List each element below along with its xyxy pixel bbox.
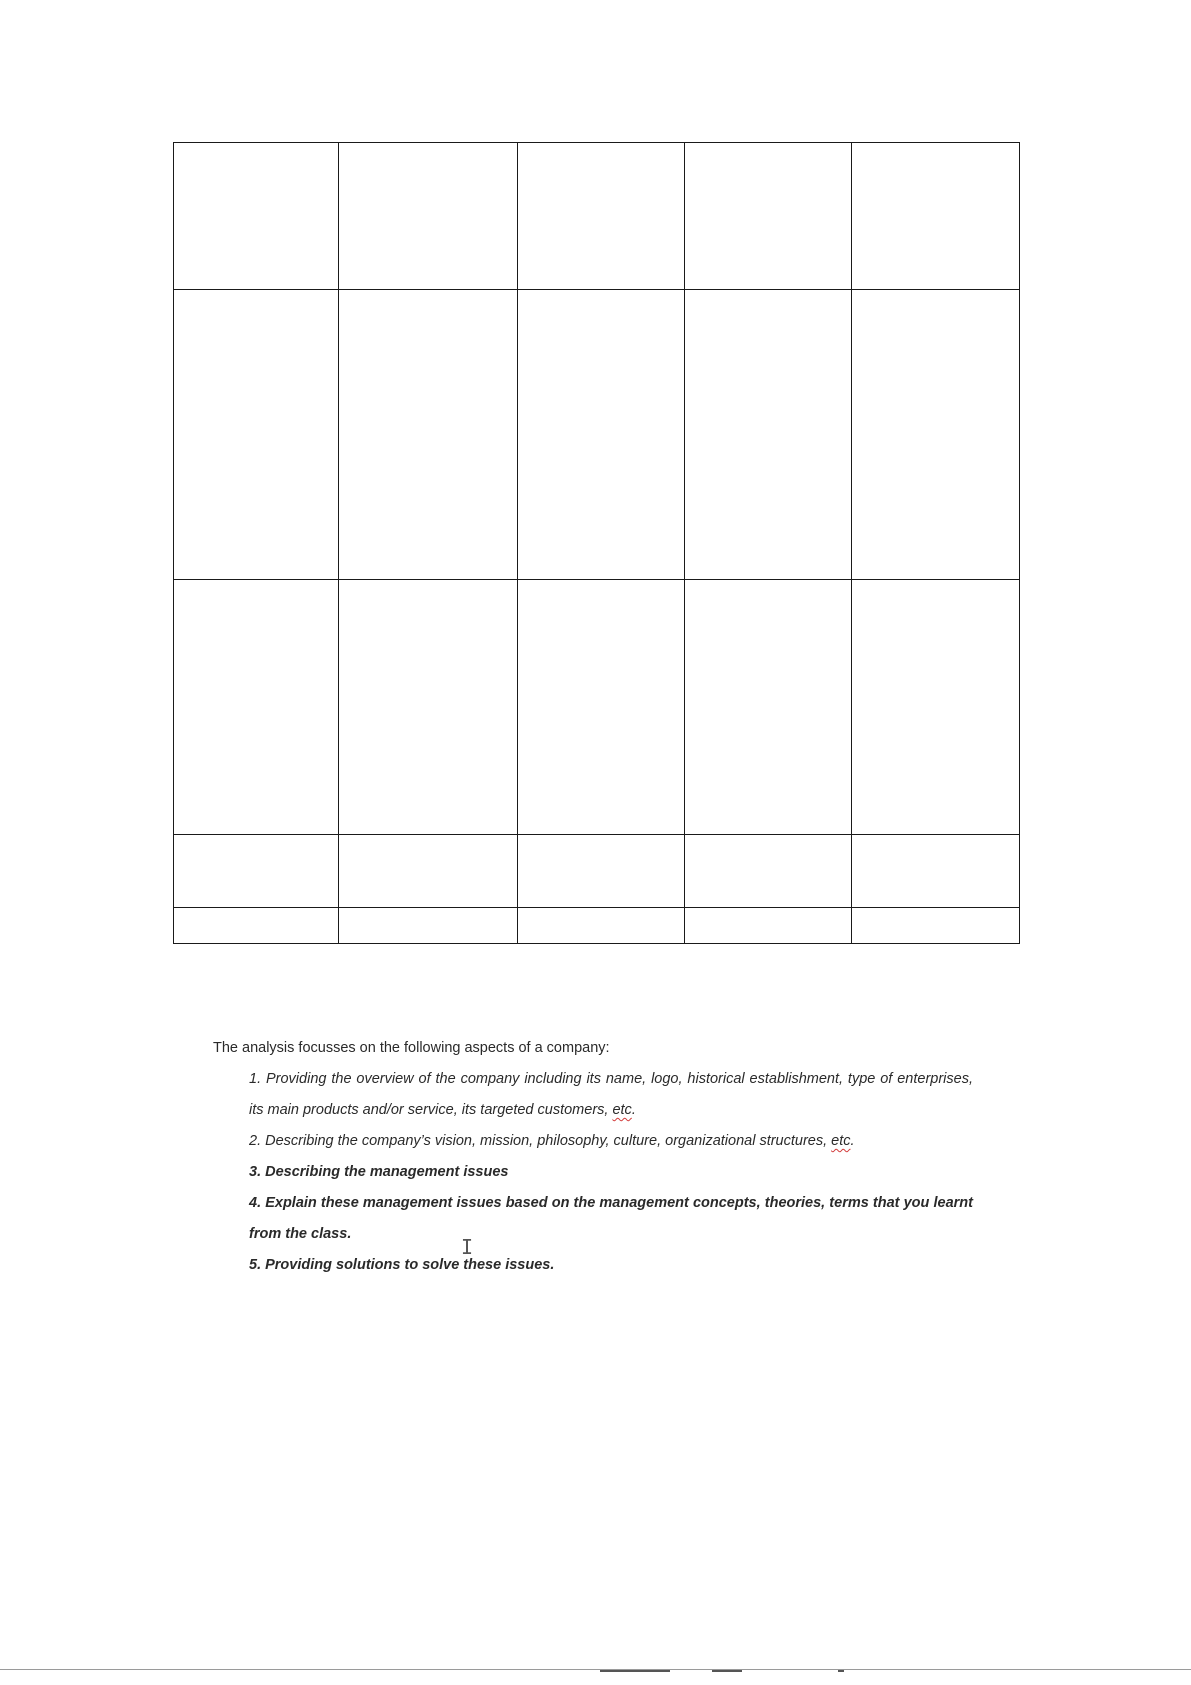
footer-mark [838,1670,844,1672]
table-cell[interactable] [518,143,685,290]
table-row [174,290,1020,580]
page-footer-line [0,1669,1191,1670]
table-cell[interactable] [518,290,685,580]
table-cell[interactable] [685,290,852,580]
list-item: 3. Describing the management issues [249,1164,509,1180]
table-cell[interactable] [174,835,339,908]
table-cell[interactable] [174,580,339,835]
table-row [174,835,1020,908]
table-cell[interactable] [339,290,518,580]
footer-mark [600,1670,670,1672]
aspects-list [213,1064,973,1281]
table-cell[interactable] [852,143,1020,290]
footer-mark [712,1670,742,1672]
table-cell[interactable] [174,143,339,290]
blank-table [173,142,1020,944]
table-row [174,580,1020,835]
spelling-flag[interactable]: etc [612,1102,632,1118]
list-item: 5. Providing solutions to solve these issues. [249,1257,555,1273]
spelling-flag[interactable]: etc [831,1133,851,1149]
table-cell[interactable] [518,908,685,944]
footer-marks [600,1670,860,1673]
table-cell[interactable] [174,908,339,944]
list-item: 4. Explain these management issues based on the management concepts, theories, terms that you learnt from the class. [249,1195,973,1242]
list-item [249,1064,973,1126]
table-cell[interactable] [174,290,339,580]
table-cell[interactable] [852,835,1020,908]
table-cell[interactable] [518,835,685,908]
table-cell[interactable] [852,290,1020,580]
table-cell[interactable] [852,908,1020,944]
list-item [249,1126,973,1157]
table-cell[interactable] [685,908,852,944]
item-text: . [631,1102,636,1118]
table-cell[interactable] [339,580,518,835]
analysis-section [213,1033,973,1281]
table-cell[interactable] [685,580,852,835]
table-cell[interactable] [339,908,518,944]
table-row [174,908,1020,944]
table-cell[interactable] [685,143,852,290]
item-text: 2. Describing the company’s vision, mission, philosophy, culture, organizational structures, [249,1133,832,1149]
table-cell[interactable] [685,835,852,908]
analysis-intro: The analysis focusses on the following aspects of a company: [213,1040,610,1056]
text-cursor-icon: I [461,1235,474,1259]
item-text: . [850,1133,855,1149]
table-cell[interactable] [518,580,685,835]
table-cell[interactable] [852,580,1020,835]
item-text: 1. Providing the overview of the company including its name, logo, historical establishment, type of enterprises, its main products and/or service, its targeted customers, [249,1071,973,1118]
table-row [174,143,1020,290]
table-cell[interactable] [339,835,518,908]
table-cell[interactable] [339,143,518,290]
